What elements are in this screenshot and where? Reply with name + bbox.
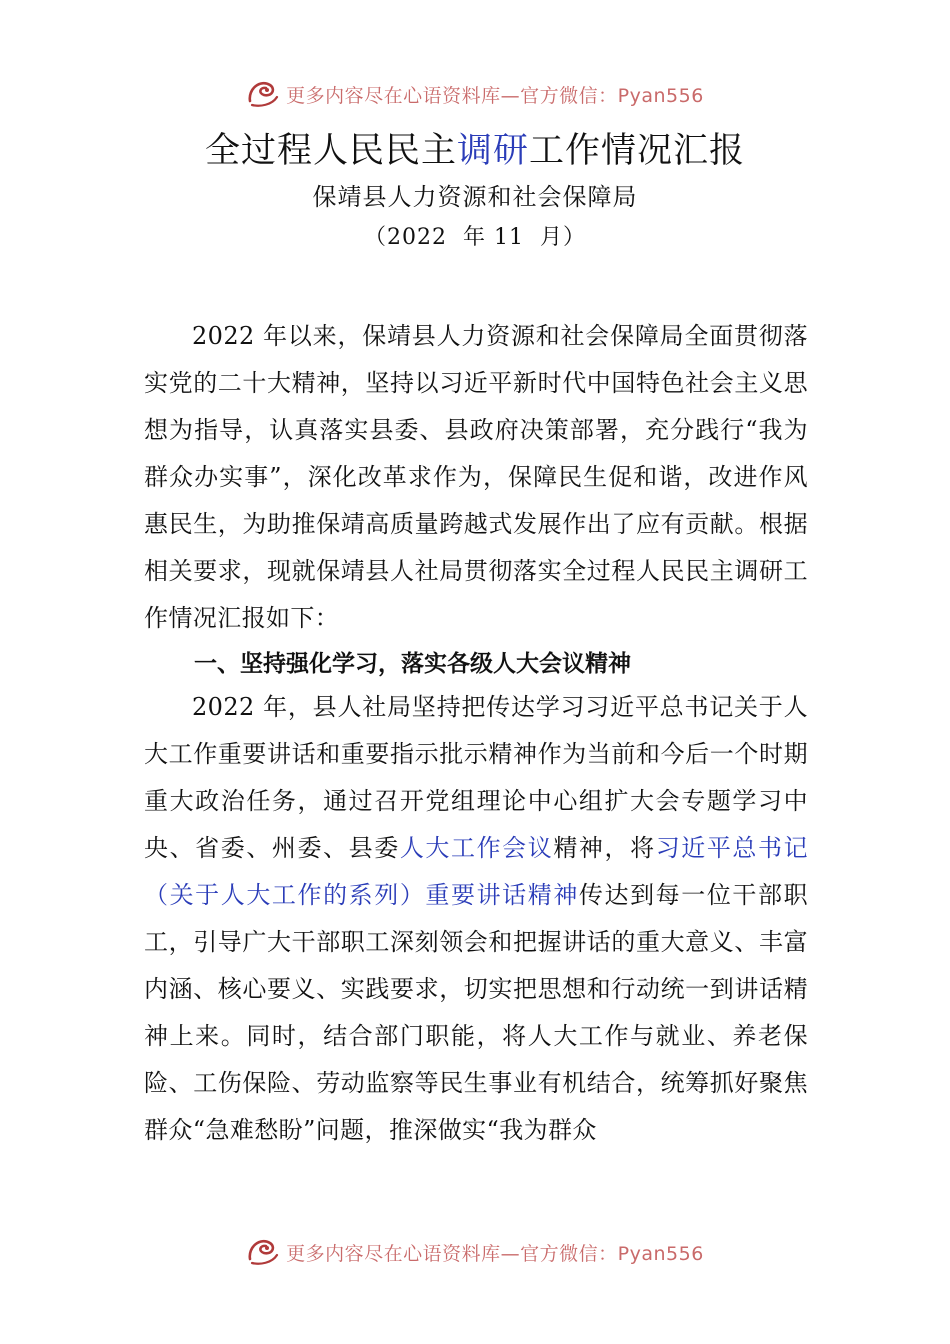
- title-part2: 工作情况汇报: [529, 131, 746, 171]
- highlight-speech-spirit: 习近平总书记（关于人大工作的系列）重要讲话精神: [144, 834, 809, 909]
- watermark-logo-icon: [246, 77, 280, 111]
- title-part1: 全过程人民民主: [204, 131, 457, 171]
- watermark-header: [0, 74, 950, 114]
- section-heading-1: 一、坚持强化学习，落实各级人大会议精神: [194, 651, 631, 677]
- document-subtitle: 保靖县人力资源和社会保障局: [312, 183, 638, 211]
- paragraph-section-1-part1: 2022 年，县人社局坚持把传达学习习近平总书记关于人大工作重要讲话和重要指示批示精神作为当前和今后一个时期重大政治任务，通过召开党组理论中心组扩大会专题学习中央、省委、州委、县委: [144, 693, 808, 862]
- document-title: [0, 128, 950, 174]
- watermark-logo-icon: [246, 1235, 280, 1269]
- watermark-text: 更多内容尽在心语资料库—官方微信：Pyan556: [286, 1242, 704, 1265]
- paragraph-section-1-part2: 精神，将: [553, 834, 656, 862]
- title-highlight: 调研: [456, 131, 529, 171]
- paragraph-intro: 2022 年以来，保靖县人力资源和社会保障局全面贯彻落实党的二十大精神，坚持以习近平新时代中国特色社会主义思想为指导，认真落实县委、县政府决策部署，充分践行“我为群众办实事”，深化改革求作为，保障民生促和谐，改进作风惠民生，为助推保靖高质量跨越式发展作出了应有贡献。根据相关要求，现就保靖县人社局贯彻落实全过程人民民主调研工作情况汇报如下：: [144, 322, 808, 632]
- highlight-npc-meeting: 人大工作会议: [399, 834, 554, 862]
- watermark-footer: [0, 1232, 950, 1272]
- paragraph-section-1: [144, 684, 808, 1154]
- document-date: （2022 年 11 月）: [364, 225, 586, 250]
- paragraph-section-1-part3: 传达到每一位干部职工，引导广大干部职工深刻领会和把握讲话的重大意义、丰富内涵、核心要义、实践要求，切实把思想和行动统一到讲话精神上来。同时，结合部门职能，将人大工作与就业、养老保险、工伤保险、劳动监察等民生事业有机结合，统筹抓好聚焦群众“急难愁盼”问题，推深做实“我为群众: [144, 881, 808, 1144]
- watermark-text: 更多内容尽在心语资料库—官方微信：Pyan556: [286, 84, 704, 107]
